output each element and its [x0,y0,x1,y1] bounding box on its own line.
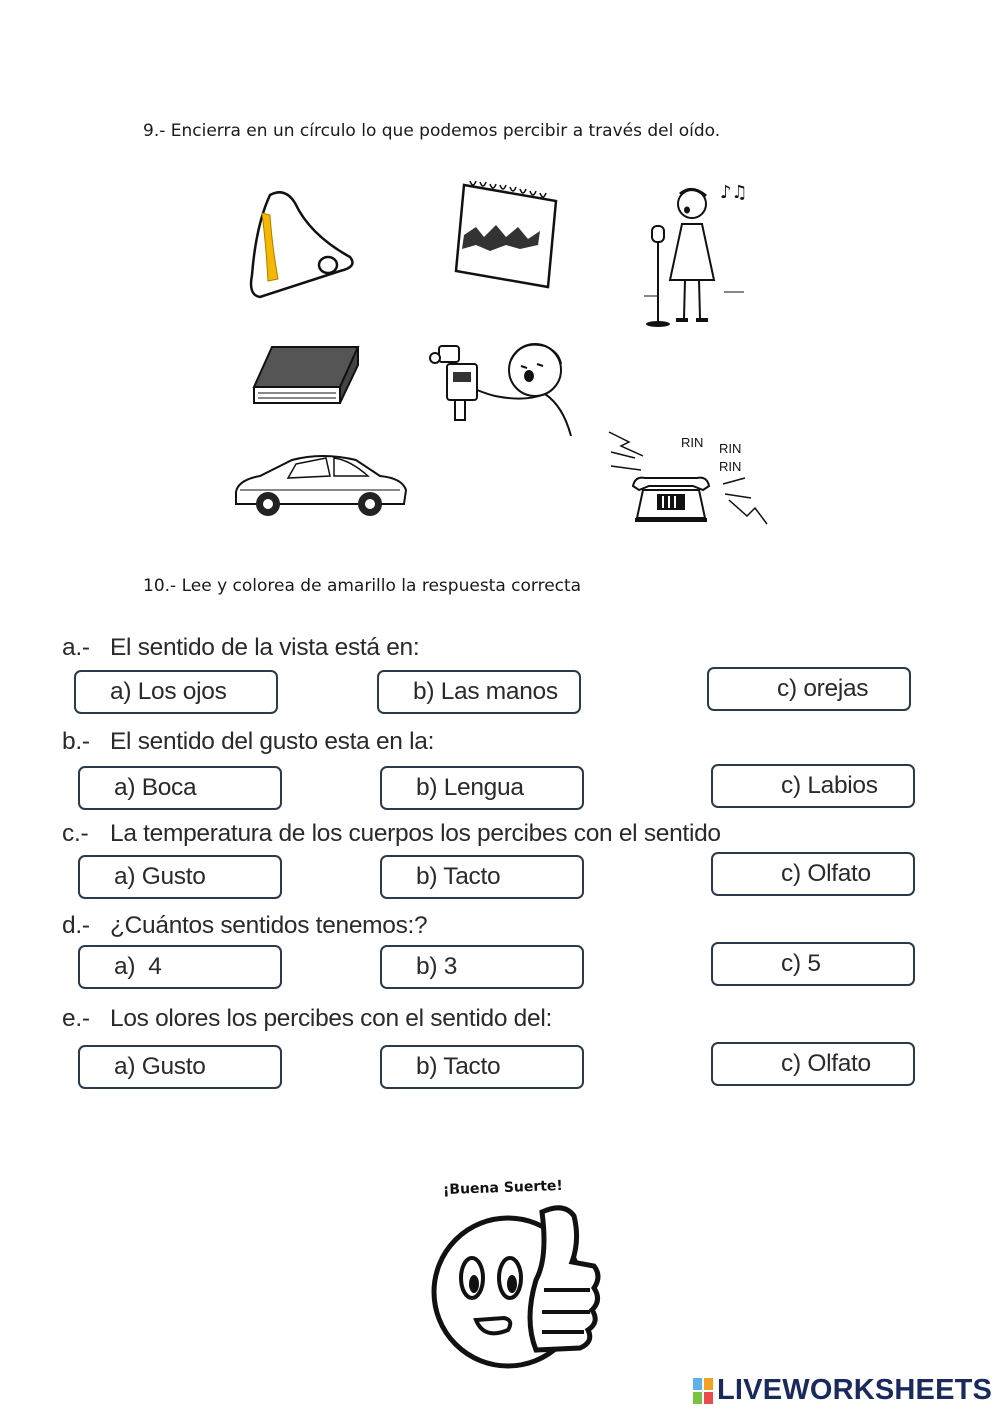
car-picture[interactable] [230,448,410,520]
question-b [62,728,434,756]
answer-option-a1[interactable]: a) Los ojos [74,670,278,714]
bell-picture[interactable] [240,185,370,305]
svg-text:♪♫: ♪♫ [720,182,748,203]
book-picture[interactable] [250,343,362,411]
answer-option-e2[interactable]: b) Tacto [380,1045,584,1089]
answer-option-d1[interactable]: a) 4 [78,945,282,989]
answer-option-a3[interactable]: c) orejas [707,667,911,711]
answer-option-d3[interactable]: c) 5 [711,942,915,986]
question-letter: c.- [62,820,89,847]
rin-word-2: RIN [719,441,742,456]
answer-option-e1[interactable]: a) Gusto [78,1045,282,1089]
boy-with-toy-picture[interactable] [425,336,575,436]
ringing-telephone-picture[interactable] [605,428,775,528]
question-text: La temperatura de los cuerpos los percibes con el sentido [110,820,721,847]
question-text: Los olores los percibes con el sentido del: [110,1005,552,1032]
question-letter: d.- [62,912,90,939]
question-d [62,912,427,940]
answer-option-b3[interactable]: c) Labios [711,764,915,808]
rin-word-1: RIN [681,435,704,450]
question-letter: e.- [62,1005,90,1032]
question-a [62,634,419,662]
question-text: El sentido de la vista está en: [110,634,420,661]
question-letter: a.- [62,634,90,661]
answer-option-b1[interactable]: a) Boca [78,766,282,810]
answer-option-c1[interactable]: a) Gusto [78,855,282,899]
rin-word-3: RIN [719,459,742,474]
question-e [62,1005,552,1033]
answer-option-c2[interactable]: b) Tacto [380,855,584,899]
question-letter: b.- [62,728,90,755]
instruction-10: 10.- Lee y colorea de amarillo la respuesta correcta [143,576,582,596]
answer-option-e3[interactable]: c) Olfato [711,1042,915,1086]
answer-option-d2[interactable]: b) 3 [380,945,584,989]
thumbs-up-smiley-picture [424,1200,604,1370]
answer-option-a2[interactable]: b) Las manos [377,670,581,714]
singing-girl-picture[interactable] [640,180,750,330]
instruction-9: 9.- Encierra en un círculo lo que podemos percibir a través del oído. [143,121,721,141]
answer-option-c3[interactable]: c) Olfato [711,852,915,896]
good-luck-text: ¡Buena Suerte! [442,1177,564,1199]
logo-icon [693,1378,713,1404]
question-c [62,820,721,848]
brand-name: LIVEWORKSHEETS [717,1374,993,1406]
question-text: ¿Cuántos sentidos tenemos:? [110,912,428,939]
answer-option-b2[interactable]: b) Lengua [380,766,584,810]
liveworksheets-logo[interactable] [693,1374,992,1407]
question-text: El sentido del gusto esta en la: [110,728,435,755]
calendar-picture[interactable] [450,175,562,295]
